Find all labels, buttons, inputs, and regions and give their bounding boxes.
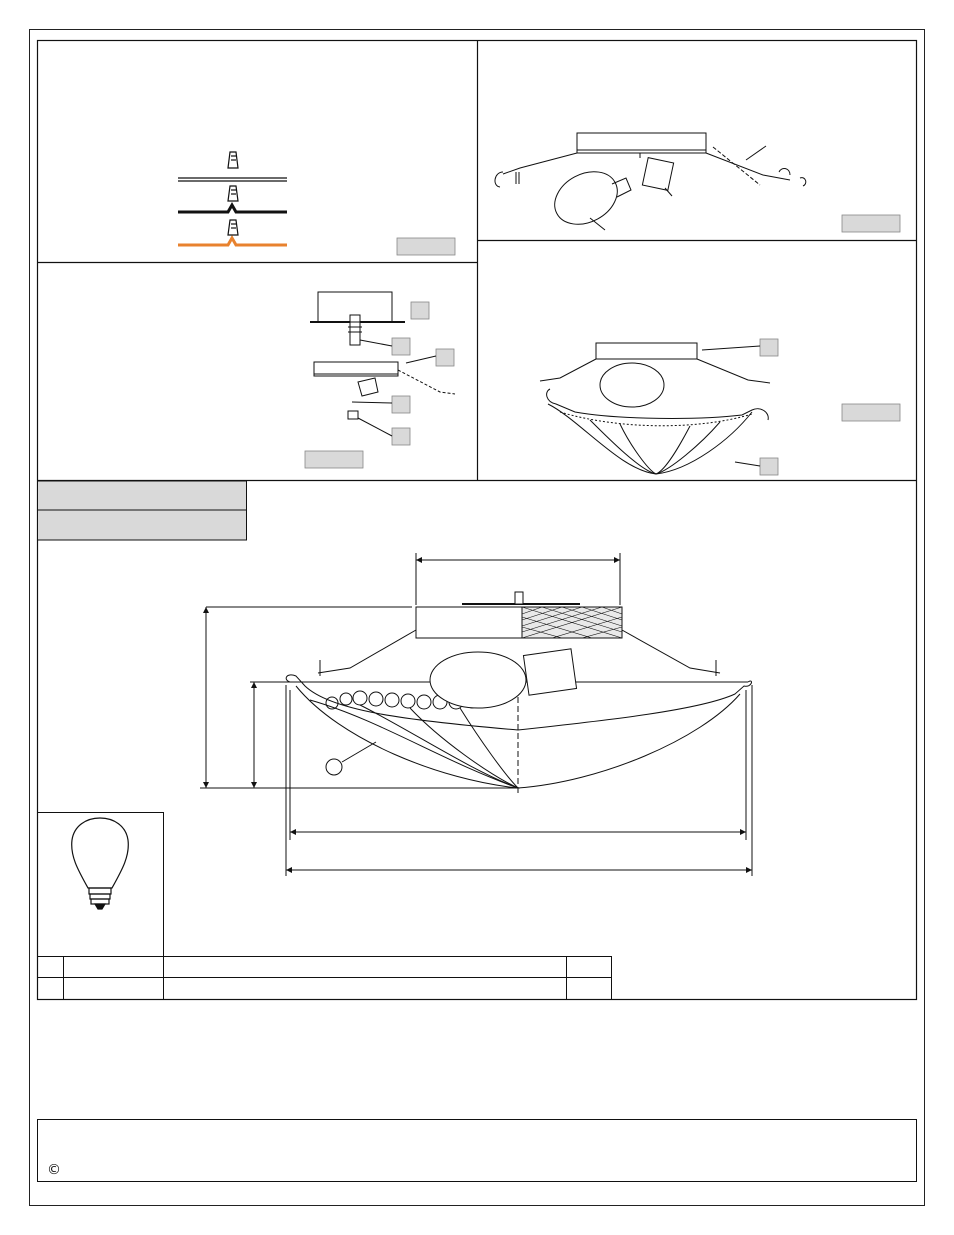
spec-box-1 <box>38 481 247 510</box>
step-tag-1 <box>397 238 455 255</box>
canopy-bulb-diagram <box>495 133 806 235</box>
fixture-dimension-drawing <box>200 553 752 876</box>
wire-nut-icon <box>178 152 287 245</box>
mounting-diagram <box>310 292 455 436</box>
parts-table <box>37 956 612 1000</box>
step-tag-2 <box>842 215 900 232</box>
spec-box-2 <box>38 510 247 540</box>
bowl-assembly-diagram <box>540 343 770 474</box>
footer-box <box>38 1120 917 1182</box>
step-tag-4 <box>842 404 900 421</box>
step-tag-3 <box>305 451 363 468</box>
light-bulb-icon <box>72 818 129 909</box>
copyright-symbol: © <box>47 1162 61 1178</box>
